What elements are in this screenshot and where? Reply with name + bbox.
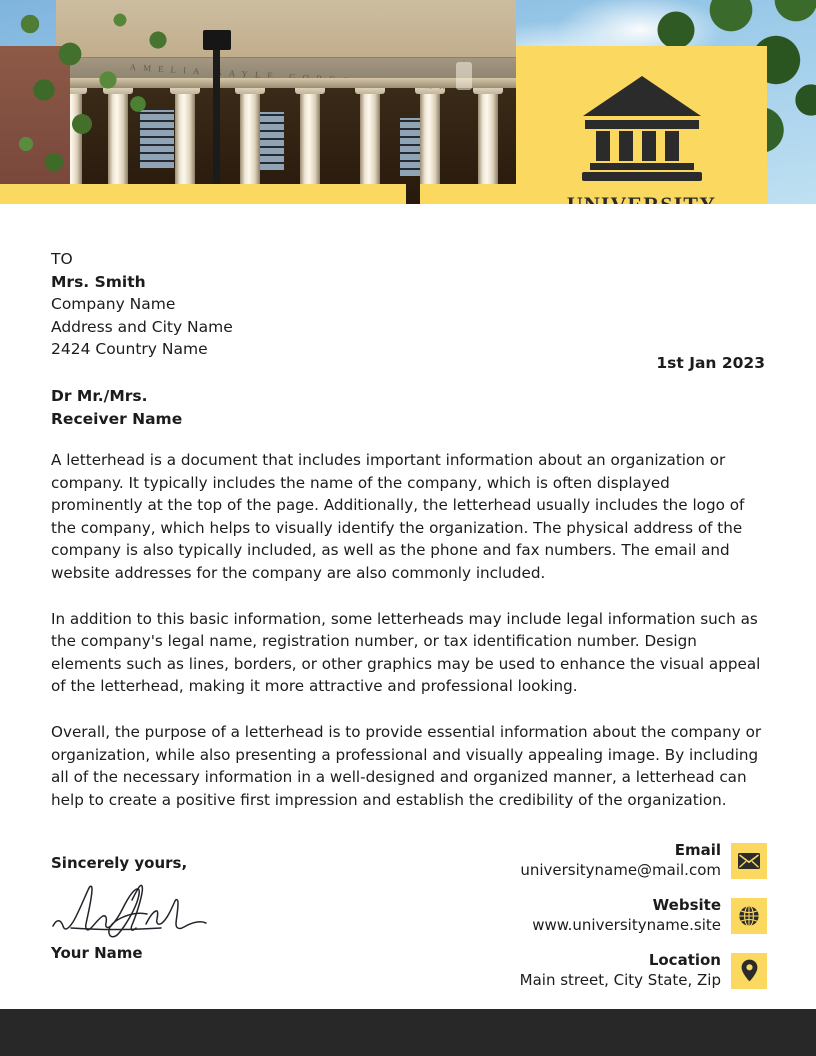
recipient-name: Mrs. Smith (51, 272, 146, 291)
recipient-country: 2424 Country Name (51, 340, 208, 358)
globe-icon (731, 898, 767, 934)
contact-label-email: Email (674, 841, 721, 859)
letter-paragraph: A letterhead is a document that includes important information about an organization or company. It typically includes the name of the company, which is often displayed prominently at the top of the page. Additionally, the letterhead usually includes the logo of the company, which helps to visually identify the organization. The physical address of the company is also typically included, as well as the phone and fax numbers. The email and website addresses for the company are also commonly included. (51, 451, 745, 582)
recipient-address: Address and City Name (51, 317, 233, 336)
closing-text: Sincerely yours, (51, 854, 188, 872)
contact-label-website: Website (652, 896, 721, 914)
envelope-icon (731, 843, 767, 879)
letter-body (0, 204, 816, 1009)
handwritten-signature (49, 878, 214, 940)
contact-value-location[interactable]: Main street, City State, Zip (519, 971, 721, 989)
salutation-block (51, 385, 182, 430)
lamp-post-head (203, 30, 231, 50)
recipient-address-block (51, 248, 233, 361)
contact-text-email (520, 841, 721, 880)
salutation-line2: Receiver Name (51, 409, 183, 428)
contact-value-email[interactable]: universityname@mail.com (520, 861, 721, 879)
recipient-company: Company Name (51, 295, 176, 313)
contact-text-location (520, 951, 721, 990)
map-pin-icon (731, 953, 767, 989)
letter-paragraphs (51, 449, 763, 834)
contact-row-website[interactable] (520, 896, 767, 935)
signer-name: Your Name (51, 944, 143, 962)
signature-block (51, 854, 214, 962)
contact-row-location[interactable] (520, 951, 767, 990)
letter-paragraph: In addition to this basic information, some letterheads may include legal information such as the company's legal name, registration number, or tax identification number. Design elements such as lines, borders, or other graphics may be used to enhance the visual appeal of the letterhead, making it more attractive and professional looking. (51, 609, 761, 696)
lamp-post-pole (213, 36, 220, 204)
contact-text-website (532, 896, 721, 935)
contact-row-email[interactable] (520, 841, 767, 880)
contact-block (520, 841, 767, 990)
contact-label-location: Location (648, 951, 721, 969)
building-crest-relief (456, 62, 472, 90)
classical-building-icon (579, 72, 705, 182)
letter-paragraph: Overall, the purpose of a letterhead is to provide essential information about the company or organization, while also presenting a professional and visually appealing image. By including all of the necessary information in a well-designed and organized manner, a letterhead can help to create a positive first impression and establish the credibility of the organization. (51, 722, 762, 809)
footer-bar (0, 1009, 816, 1056)
letter-date: 1st Jan 2023 (656, 354, 765, 372)
contact-value-website[interactable]: www.universityname.site (532, 916, 721, 934)
salutation-line1: Dr Mr./Mrs. (51, 387, 148, 405)
ivy-foliage (8, 0, 208, 184)
to-label: TO (51, 250, 73, 268)
